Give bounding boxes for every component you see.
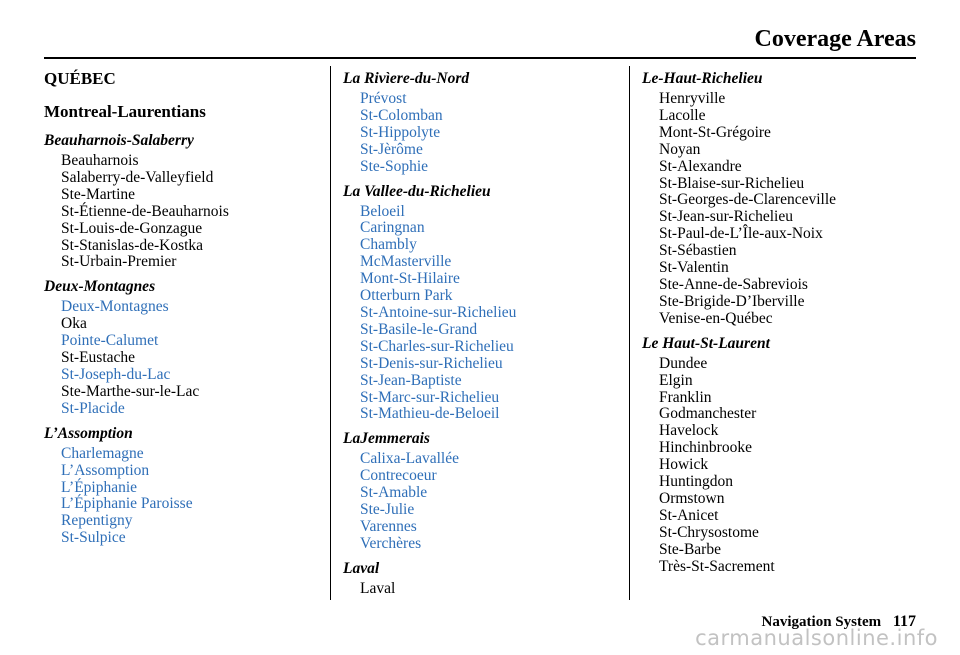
city-ste-brigide-d-iberville: Ste-Brigide-D’Iberville [659, 292, 805, 310]
city-st-urbain-premier: St-Urbain-Premier [61, 253, 177, 271]
city-beauharnois: Beauharnois [61, 152, 139, 169]
coverage-column-1 [44, 69, 326, 553]
county-heading: La Vallee-du-Richelieu [343, 182, 491, 200]
city-link-mcmasterville[interactable]: McMasterville [360, 253, 452, 271]
city-howick: Howick [659, 456, 709, 474]
city-link-otterburn-park[interactable]: Otterburn Park [360, 287, 453, 305]
city-link-st-jean-baptiste[interactable]: St-Jean-Baptiste [360, 371, 462, 389]
city-franklin: Franklin [659, 388, 712, 406]
city-link-st-mathieu-de-beloeil[interactable]: St-Mathieu-de-Beloeil [360, 405, 500, 423]
city-link-repentigny[interactable]: Repentigny [61, 512, 133, 530]
city-link-l-epiphanie[interactable]: L’Épiphanie [61, 478, 138, 496]
city-link-ste-julie[interactable]: Ste-Julie [360, 501, 415, 519]
city-mont-st-gregoire: Mont-St-Grégoire [659, 123, 771, 141]
coverage-column-2 [343, 69, 625, 604]
city-link-st-amable[interactable]: St-Amable [360, 484, 428, 502]
county-heading: Le Haut-St-Laurent [642, 334, 770, 352]
city-havelock: Havelock [659, 422, 719, 440]
city-dundee: Dundee [659, 354, 708, 372]
city-st-chrysostome: St-Chrysostome [659, 523, 759, 541]
province-heading: QUÉBEC [44, 69, 116, 88]
city-st-paul-de-l-ile-aux-noix: St-Paul-de-L’Île-aux-Noix [659, 225, 823, 243]
city-noyan: Noyan [659, 140, 701, 158]
city-link-mont-st-hilaire[interactable]: Mont-St-Hilaire [360, 270, 460, 288]
city-link-l-assomption[interactable]: L’Assomption [61, 461, 150, 479]
city-link-st-joseph-du-lac[interactable]: St-Joseph-du-Lac [61, 365, 171, 383]
city-link-beloeil[interactable]: Beloeil [360, 202, 405, 220]
footer-section-label: Navigation System [761, 614, 882, 630]
county-group-beauharnois-salaberry [44, 131, 326, 271]
city-link-caringnan[interactable]: Caringnan [360, 219, 425, 237]
city-ste-anne-de-sabreviois: Ste-Anne-de-Sabreviois [659, 275, 808, 293]
city-salaberry-de-valleyfield: Salaberry-de-Valleyfield [61, 168, 214, 186]
county-group-la-riviere-du-nord [343, 69, 625, 176]
column-divider-2 [629, 66, 630, 600]
city-st-alexandre: St-Alexandre [659, 157, 742, 175]
coverage-column-3 [642, 69, 924, 581]
city-st-anicet: St-Anicet [659, 506, 719, 524]
county-group-deux-montagnes [44, 277, 326, 417]
city-link-deux-montagnes[interactable]: Deux-Montagnes [61, 298, 169, 316]
county-heading: Le-Haut-Richelieu [642, 70, 763, 87]
city-st-louis-de-gonzague: St-Louis-de-Gonzague [61, 219, 203, 237]
watermark: carmanualsonline.info [695, 626, 938, 650]
city-link-charlemagne[interactable]: Charlemagne [61, 444, 144, 462]
city-godmanchester: Godmanchester [659, 405, 757, 423]
city-link-st-marc-sur-richelieu[interactable]: St-Marc-sur-Richelieu [360, 388, 500, 406]
city-elgin: Elgin [659, 371, 693, 389]
county-heading: LaJemmerais [343, 430, 430, 448]
city-link-pointe-calumet[interactable]: Pointe-Calumet [61, 332, 159, 350]
county-group-laval [343, 559, 625, 598]
city-ste-marthe-sur-le-lac: Ste-Marthe-sur-le-Lac [61, 382, 200, 400]
column-divider-1 [330, 66, 331, 600]
city-link-prevost[interactable]: Prévost [360, 90, 407, 107]
city-tres-st-sacrement: Très-St-Sacrement [659, 557, 775, 575]
city-st-etienne-de-beauharnois: St-Étienne-de-Beauharnois [61, 202, 229, 220]
city-link-st-sulpice[interactable]: St-Sulpice [61, 529, 126, 547]
county-heading: L’Assomption [44, 424, 133, 442]
county-group-la-vallee-du-richelieu [343, 182, 625, 424]
city-link-vercheres[interactable]: Verchères [360, 534, 422, 552]
city-link-st-placide[interactable]: St-Placide [61, 399, 125, 417]
city-link-ste-sophie[interactable]: Ste-Sophie [360, 157, 429, 175]
city-henryville: Henryville [659, 90, 726, 107]
city-link-st-denis-sur-richelieu[interactable]: St-Denis-sur-Richelieu [360, 354, 503, 372]
county-group-le-haut-st-laurent [642, 334, 924, 576]
city-lacolle: Lacolle [659, 106, 706, 124]
city-st-sebastien: St-Sébastien [659, 242, 737, 260]
city-link-st-basile-le-grand[interactable]: St-Basile-le-Grand [360, 320, 478, 338]
county-group-le-haut-richelieu [642, 69, 924, 328]
city-link-st-colomban[interactable]: St-Colomban [360, 106, 443, 124]
city-link-contrecoeur[interactable]: Contrecoeur [360, 467, 437, 485]
city-link-varennes[interactable]: Varennes [360, 517, 417, 535]
city-link-st-jerome[interactable]: St-Jèrôme [360, 140, 423, 158]
page-number: 117 [892, 613, 916, 630]
city-huntingdon: Huntingdon [659, 473, 734, 491]
city-st-blaise-sur-richelieu: St-Blaise-sur-Richelieu [659, 174, 805, 192]
city-st-valentin: St-Valentin [659, 259, 729, 277]
city-link-calixa-lavallee[interactable]: Calixa-Lavallée [360, 450, 459, 468]
city-link-l-epiphanie-paroisse[interactable]: L’Épiphanie Paroisse [61, 495, 193, 513]
city-st-eustache: St-Eustache [61, 349, 136, 367]
city-venise-en-quebec: Venise-en-Québec [659, 309, 773, 327]
county-group-lajemmerais [343, 429, 625, 552]
county-heading: Laval [343, 559, 380, 577]
city-oka: Oka [61, 315, 87, 333]
city-st-jean-sur-richelieu: St-Jean-sur-Richelieu [659, 208, 793, 226]
city-link-st-hippolyte[interactable]: St-Hippolyte [360, 123, 441, 141]
county-group-l-assomption [44, 424, 326, 547]
page-title: Coverage Areas [754, 26, 916, 52]
header-divider [44, 57, 916, 59]
city-laval: Laval [360, 579, 396, 597]
city-st-georges-de-clarenceville: St-Georges-de-Clarenceville [659, 191, 837, 209]
county-heading: La Rivìere-du-Nord [343, 70, 470, 87]
region-heading: Montreal-Laurentians [44, 102, 206, 121]
city-ste-martine: Ste-Martine [61, 185, 136, 203]
city-link-st-charles-sur-richelieu[interactable]: St-Charles-sur-Richelieu [360, 337, 514, 355]
city-ormstown: Ormstown [659, 489, 725, 507]
city-link-chambly[interactable]: Chambly [360, 236, 417, 254]
city-st-stanislas-de-kostka: St-Stanislas-de-Kostka [61, 236, 204, 254]
city-hinchinbrooke: Hinchinbrooke [659, 439, 752, 457]
county-heading: Deux-Montagnes [44, 278, 156, 296]
city-link-st-antoine-sur-richelieu[interactable]: St-Antoine-sur-Richelieu [360, 303, 517, 321]
county-heading: Beauharnois-Salaberry [44, 132, 194, 149]
city-ste-barbe: Ste-Barbe [659, 540, 721, 558]
